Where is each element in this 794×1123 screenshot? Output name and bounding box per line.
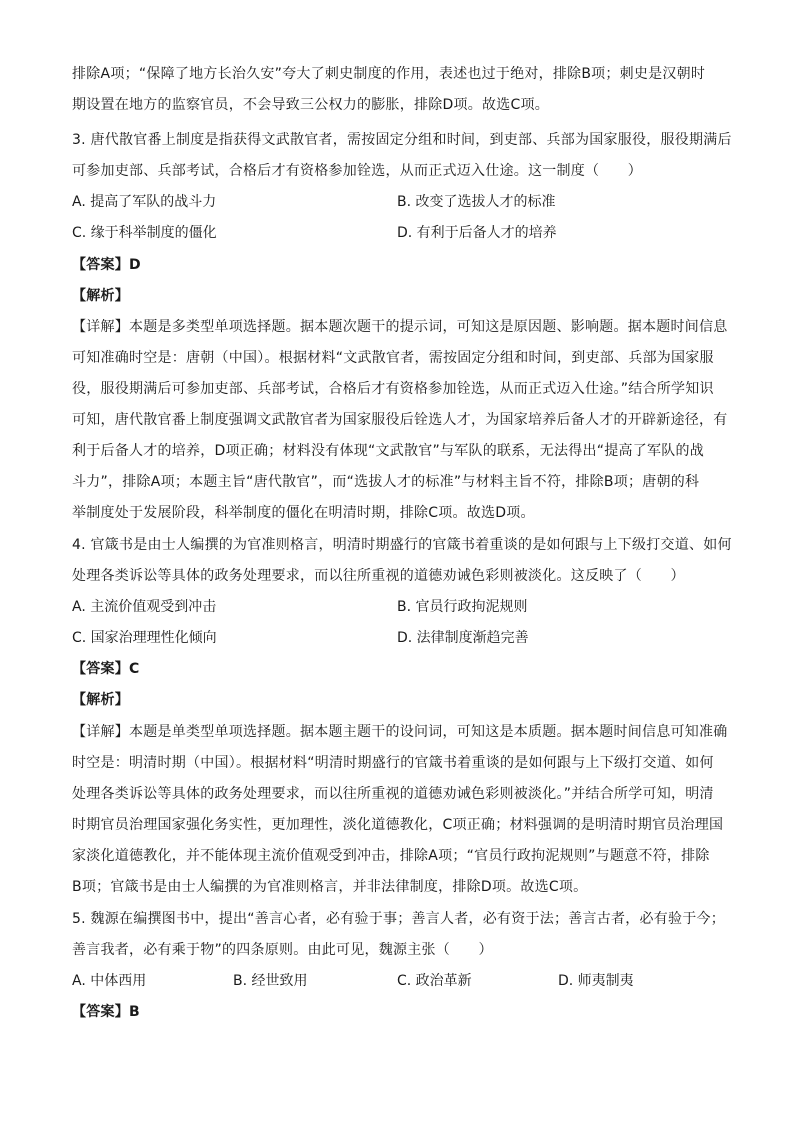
q3-option-c: C. 缘于科举制度的僵化	[72, 225, 217, 241]
intro-line-1: 排除A项；“保障了地方长治久安”夸大了刺史制度的作用，表述也过于绝对，排除B项；刺史是汉朝时	[72, 66, 706, 82]
q3-stem-line-1: 3. 唐代散官番上制度是指获得文武散官者，需按固定分组和时间，到吏部、兵部为国家服役，服役期满后	[72, 132, 732, 148]
q4-option-a: A. 主流价值观受到冲击	[72, 599, 217, 615]
q4-detail-line-1: 【详解】本题是单类型单项选择题。据本题主题干的设问词，可知这是本质题。据本题时间信息可知准确	[72, 724, 728, 740]
q5-stem-line-1: 5. 魏源在编撰图书中，提出“善言心者，必有验于事；善言人者，必有资于法；善言古者，必有验于今；	[72, 911, 726, 927]
q3-detail-line-1: 【详解】本题是多类型单项选择题。据本题次题干的提示词，可知这是原因题、影响题。据本题时间信息	[72, 319, 728, 335]
q3-option-b: B. 改变了选拔人才的标准	[397, 194, 556, 210]
q4-detail-line-2: 时空是：明清时期（中国）。根据材料“明清时期盛行的官箴书着重谈的是如何跟与上下级打交道、如何	[72, 755, 714, 771]
q4-detail-line-4: 时期官员治理国家强化务实性，更加理性，淡化道德教化，C项正确；材料强调的是明清时期官员治理国	[72, 817, 724, 833]
q3-detail-line-4: 可知，唐代散官番上制度强调文武散官者为国家服役后铨选人才，为国家培养后备人才的开辟新途径，有	[72, 412, 728, 428]
q3-detail-line-7: 举制度处于发展阶段，科举制度的僵化在明清时期，排除C项。故选D项。	[72, 505, 535, 521]
q3-option-a: A. 提高了军队的战斗力	[72, 194, 217, 210]
q4-answer: 【答案】C	[72, 661, 140, 677]
q4-option-d: D. 法律制度渐趋完善	[397, 630, 529, 646]
q5-option-b: B. 经世致用	[233, 973, 308, 989]
q3-detail-line-3: 役，服役期满后可参加吏部、兵部考试，合格后才有资格参加铨选，从而正式迈入仕途。”结合所学知识	[72, 381, 714, 397]
q3-option-d: D. 有利于后备人才的培养	[397, 225, 557, 241]
q3-detail-line-2: 可知准确时空是：唐朝（中国）。根据材料“文武散官者，需按固定分组和时间，到吏部、兵部为国家服	[72, 350, 714, 366]
q5-option-a: A. 中体西用	[72, 973, 147, 989]
q3-answer: 【答案】D	[72, 257, 141, 273]
q3-stem-line-2: 可参加吏部、兵部考试，合格后才有资格参加铨选，从而正式迈入仕途。这一制度（ ）	[72, 163, 642, 179]
q5-option-c: C. 政治革新	[397, 973, 472, 989]
q4-stem-line-2: 处理各类诉讼等具体的政务处理要求，而以往所重视的道德劝诫色彩则被淡化。这反映了（ ）	[72, 568, 685, 584]
q3-detail-line-5: 利于后备人才的培养，D项正确；材料没有体现“文武散官”与军队的联系，无法得出“提高了军队的战	[72, 443, 705, 459]
q4-option-b: B. 官员行政拘泥规则	[397, 599, 528, 615]
q4-analysis-label: 【解析】	[72, 692, 129, 708]
q4-stem-line-1: 4. 官箴书是由士人编撰的为官准则格言，明清时期盛行的官箴书着重谈的是如何跟与上下级打交道、如何	[72, 537, 732, 553]
q3-analysis-label: 【解析】	[72, 288, 129, 304]
q4-detail-line-6: B项；官箴书是由士人编撰的为官准则格言，并非法律制度，排除D项。故选C项。	[72, 879, 588, 895]
q5-answer: 【答案】B	[72, 1004, 140, 1020]
q4-detail-line-3: 处理各类诉讼等具体的政务处理要求，而以往所重视的道德劝诫色彩则被淡化。”并结合所学可知，明清	[72, 786, 714, 802]
q4-detail-line-5: 家淡化道德教化，并不能体现主流价值观受到冲击，排除A项；“官员行政拘泥规则”与题意不符，排除	[72, 848, 710, 864]
q5-stem-line-2: 善言我者，必有乘于物”的四条原则。由此可见，魏源主张（ ）	[72, 942, 493, 958]
q5-option-d: D. 师夷制夷	[558, 973, 634, 989]
intro-line-2: 期设置在地方的监察官员，不会导致三公权力的膨胀，排除D项。故选C项。	[72, 97, 550, 113]
q3-detail-line-6: 斗力”，排除A项；本题主旨“唐代散官”，而“选拔人才的标准”与材料主旨不符，排除B项；唐朝的科	[72, 474, 700, 490]
q4-option-c: C. 国家治理理性化倾向	[72, 630, 217, 646]
